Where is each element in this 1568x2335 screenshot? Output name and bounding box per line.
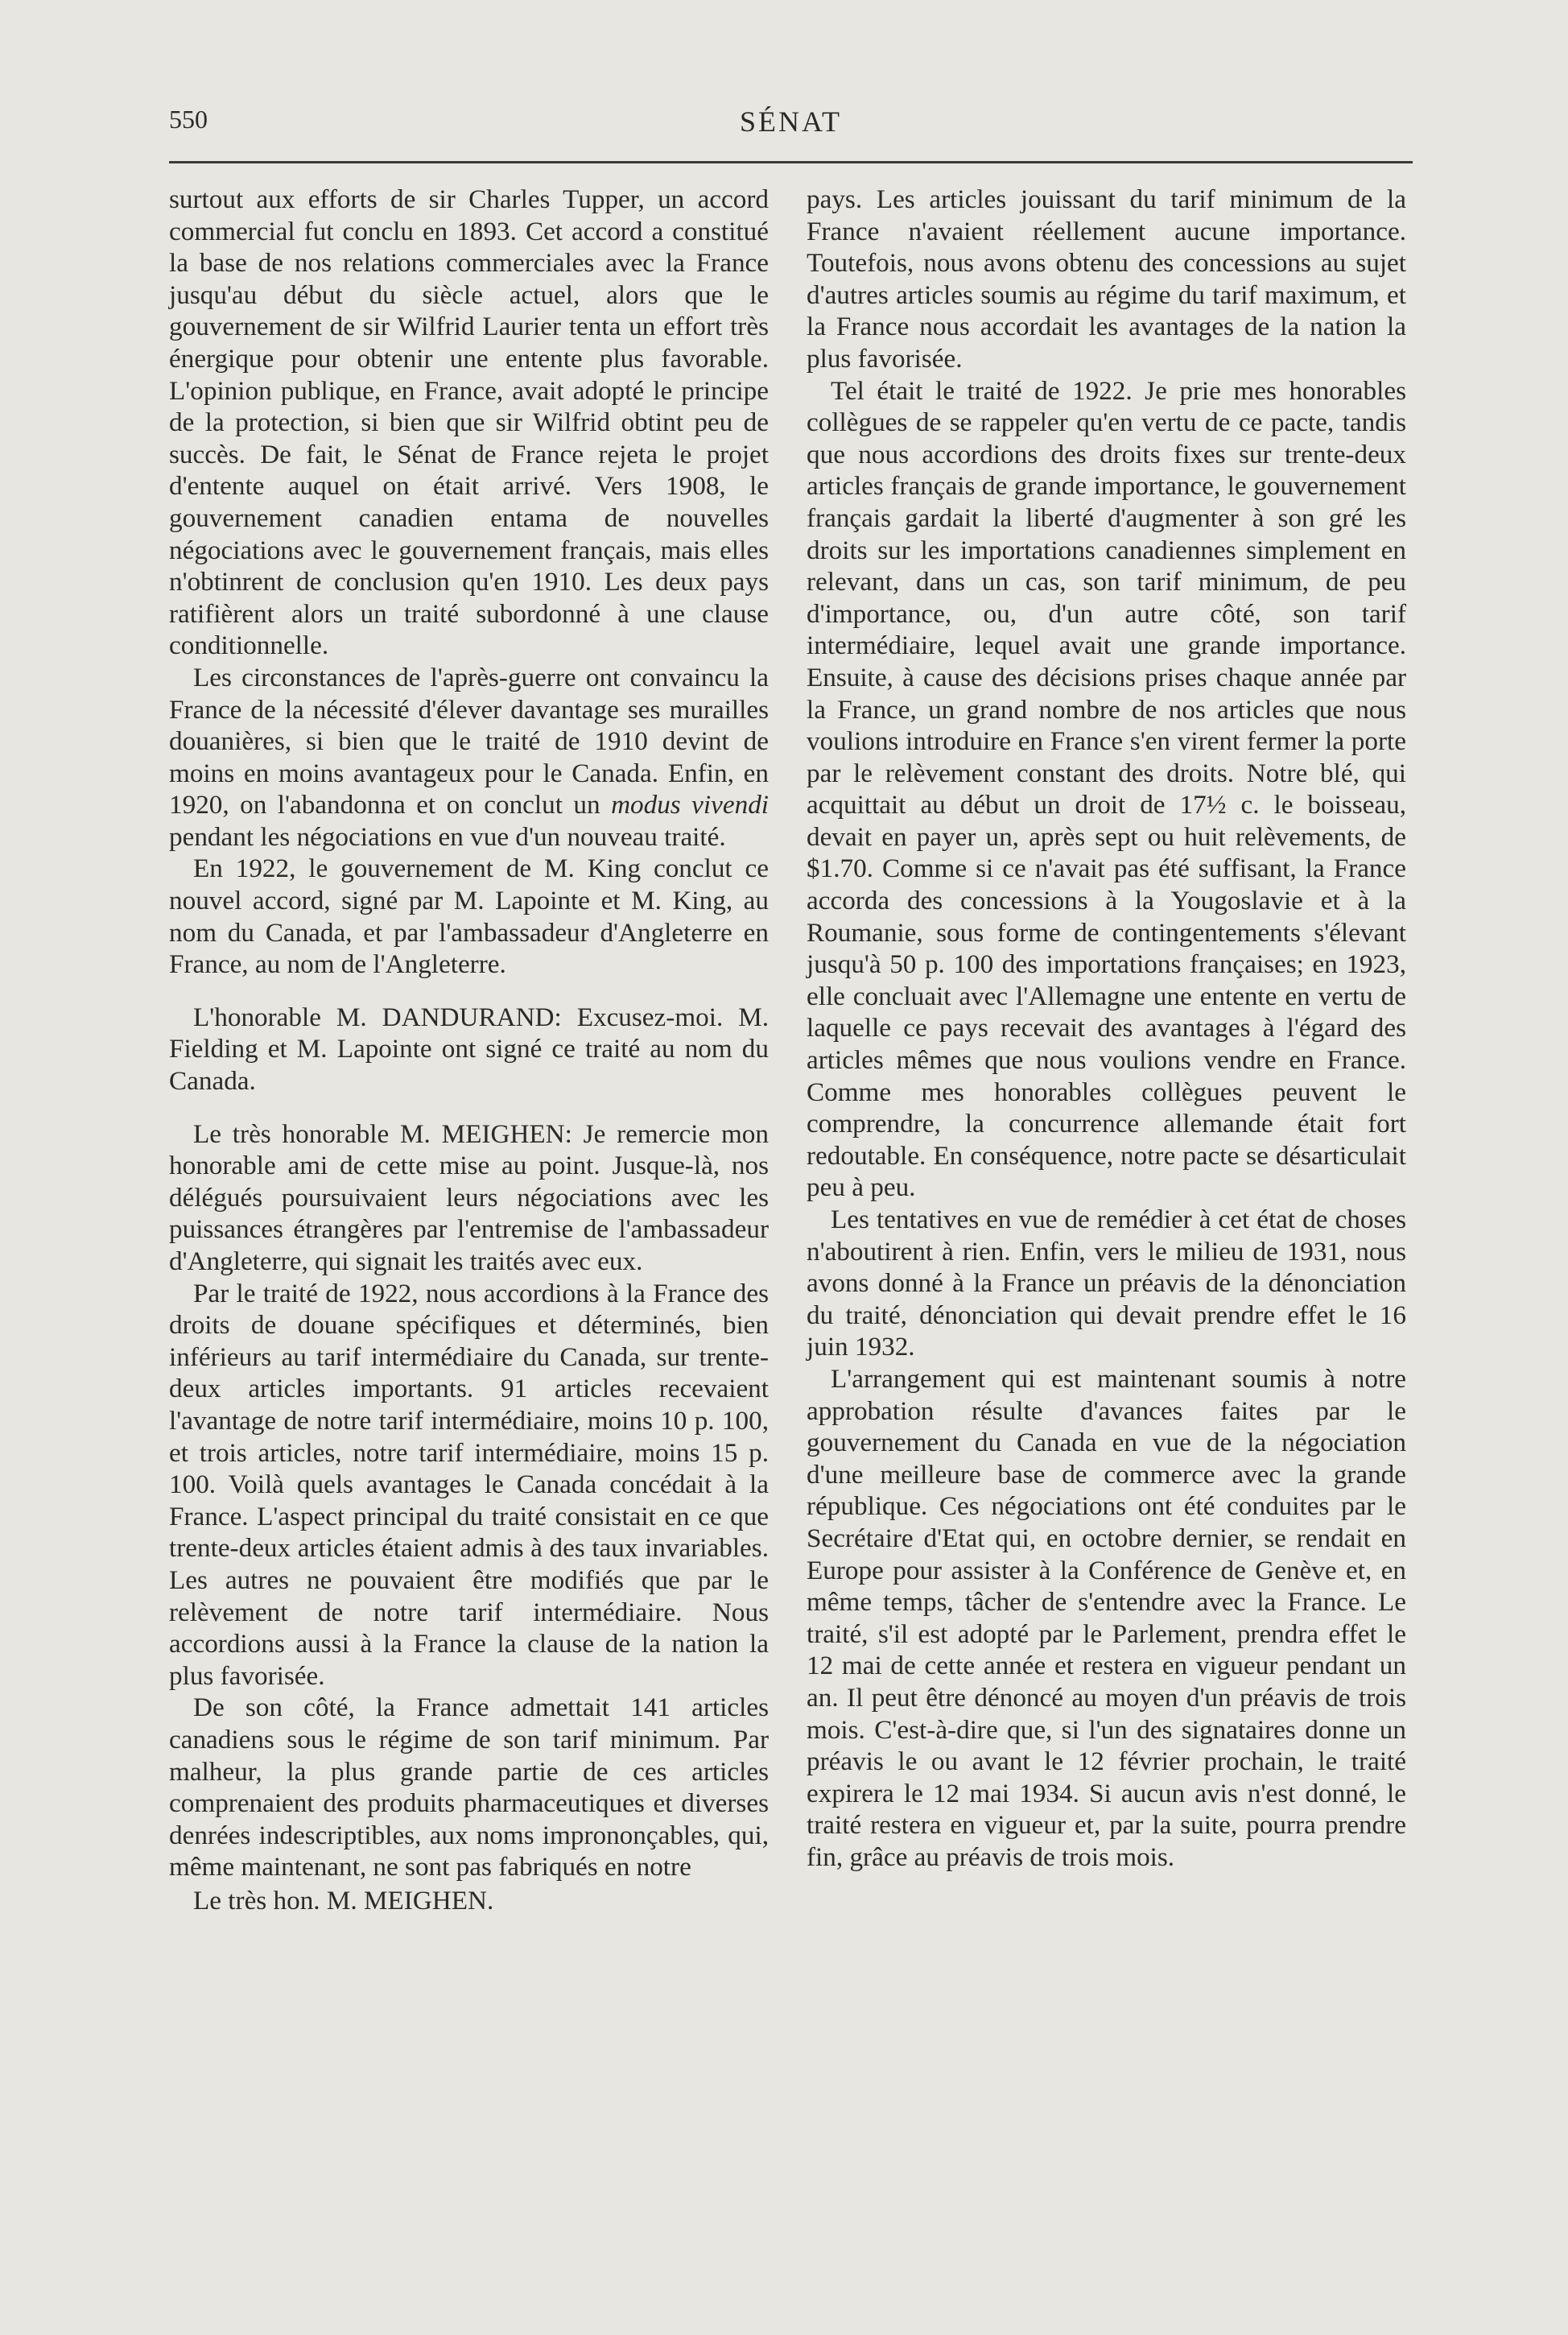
page-number: 550 xyxy=(169,105,208,134)
right-column xyxy=(807,184,1406,1873)
left-paragraph-1: surtout aux efforts de sir Charles Tupper, un accord commercial fut conclu en 1893. Cet accord a constitué la base de nos relations commerciales avec la France jusqu'au début du siècle actuel, alors que le gouvernement de sir Wilfrid Laurier tenta un effort très énergique pour obtenir une entente plus favorable. L'opinion publique, en France, avait adopté le principe de la protection, si bien que sir Wilfrid obtint peu de succès. De fait, le Sénat de France rejeta le projet d'entente auquel on était arrivé. Vers 1908, le gouvernement canadien entama de nouvelles négociations avec le gouvernement français, mais elles n'obtinrent de conclusion qu'en 1910. Les deux pays ratifièrent alors un traité subordonné à une clause conditionnelle. xyxy=(169,184,769,661)
right-paragraph-4: L'arrangement qui est maintenant soumis à notre approbation résulte d'avances faites par le gouvernement du Canada en vue de la négociation d'une meilleure base de commerce avec la grande république. Ces négociations ont été conduites par le Secrétaire d'Etat qui, en octobre dernier, se rendait en Europe pour assister à la Conférence de Genève et, en même temps, tâcher de s'entendre avec la France. Le traité, s'il est adopté par le Parlement, prendra effet le 12 mai de cette année et restera en vigueur pendant un an. Il peut être dénoncé au moyen d'un préavis de trois mois. C'est-à-dire que, si l'un des signataires donne un préavis le ou avant le 12 février prochain, le traité expirera le 12 mai 1934. Si aucun avis n'est donné, le traité restera en vigueur et, par la suite, pourra prendre fin, grâce au préavis de trois mois. xyxy=(807,1363,1406,1872)
left-paragraph-2-part-a: Les circonstances de l'après-guerre ont convaincu la France de la nécessité d'élever davantage ses murailles douanières, si bien que le traité de 1910 devint de moins en moins avantageux pour le Canada. Enfin, en 1920, on l'abandonna et on conclut un xyxy=(169,662,769,820)
left-column xyxy=(169,184,769,1916)
left-paragraph-6: Par le traité de 1922, nous accordions à la France des droits de douane spécifiques et déterminés, bien inférieurs au tarif intermédiaire du Canada, sur trente-deux articles importants. 91 articles recevaient l'avantage de notre tarif intermédiaire, moins 10 p. 100, et trois articles, notre tarif intermédiaire, moins 15 p. 100. Voilà quels avantages le Canada concédait à la France. L'aspect principal du traité consistait en ce que trente-deux articles étaient admis à des taux invariables. Les autres ne pouvaient être modifiés que par le relèvement de notre tarif intermédiaire. Nous accordions aussi à la France la clause de la nation la plus favorisée. xyxy=(169,1278,769,1691)
left-paragraph-2-italic: modus vivendi xyxy=(611,790,770,820)
left-paragraph-5-meighen: Le très honorable M. MEIGHEN: Je remercie mon honorable ami de cette mise au point. Jusque-là, nos délégués poursuivaient leurs négociations avec les puissances étrangères par l'entremise de l'ambassadeur d'Angleterre, qui signait les traités avec eux. xyxy=(169,1118,769,1276)
speaker-footer: Le très hon. M. MEIGHEN. xyxy=(193,1885,494,1916)
left-paragraph-2-part-b: pendant les négociations en vue d'un nouveau traité. xyxy=(169,821,726,852)
header-rule xyxy=(169,161,1413,163)
right-paragraph-3: Les tentatives en vue de remédier à cet état de choses n'aboutirent à rien. Enfin, vers le milieu de 1931, nous avons donné à la France un préavis de la dénonciation du traité, dénonciation qui devait prendre effet le 16 juin 1932. xyxy=(807,1205,1406,1362)
running-title: SÉNAT xyxy=(739,105,842,138)
right-paragraph-2: Tel était le traité de 1922. Je prie mes honorables collègues de se rappeler qu'en vertu de ce pacte, tandis que nous accordions des droits fixes sur trente-deux articles français de grande importance, le gouvernement français gardait la liberté d'augmenter à son gré les droits sur les importations canadiennes simplement en relevant, dans un cas, son tarif minimum, de peu d'importance, ou, d'un autre côté, son tarif intermédiaire, lequel avait une grande importance. Ensuite, à cause des décisions prises chaque année par la France, un grand nombre de nos articles que nous voulions introduire en France s'en virent fermer la porte par le relèvement constant des droits. Notre blé, qui acquittait au début un droit de 17½ c. le boisseau, devait en payer un, après sept ou huit relèvements, de $1.70. Comme si ce n'avait pas été suffisant, la France accorda des concessions à la Yougoslavie et à la Roumanie, sous forme de contingentements s'élevant jusqu'à 50 p. 100 des importations françaises; en 1923, elle concluait avec l'Allemagne une entente en vertu de laquelle ce pays recevait des avantages à l'égard des articles mêmes que nous voulions vendre en France. Comme mes honorables collègues peuvent le comprendre, la concurrence allemande était fort redoutable. En conséquence, notre pacte se désarticulait peu à peu. xyxy=(807,375,1406,1203)
left-paragraph-2 xyxy=(169,662,769,853)
right-paragraph-1: pays. Les articles jouissant du tarif minimum de la France n'avaient réellement aucune importance. Toutefois, nous avons obtenu des concessions au sujet d'autres articles soumis au régime du tarif maximum, et la France nous accordait les avantages de la nation la plus favorisée. xyxy=(807,184,1406,374)
left-paragraph-4-dandurand: L'honorable M. DANDURAND: Excusez-moi. M. Fielding et M. Lapointe ont signé ce traité au nom du Canada. xyxy=(169,1002,769,1097)
left-paragraph-7: De son côté, la France admettait 141 articles canadiens sous le régime de son tarif minimum. Par malheur, la plus grande partie de ces articles comprenaient des produits pharmaceutiques et diverses denrées indescriptibles, aux noms imprononçables, qui, même maintenant, ne sont pas fabriqués en notre xyxy=(169,1692,769,1882)
page-header xyxy=(169,105,1413,145)
left-paragraph-3: En 1922, le gouvernement de M. King conclut ce nouvel accord, signé par M. Lapointe et M. King, au nom du Canada, et par l'ambassadeur d'Angleterre en France, au nom de l'Angleterre. xyxy=(169,853,769,980)
